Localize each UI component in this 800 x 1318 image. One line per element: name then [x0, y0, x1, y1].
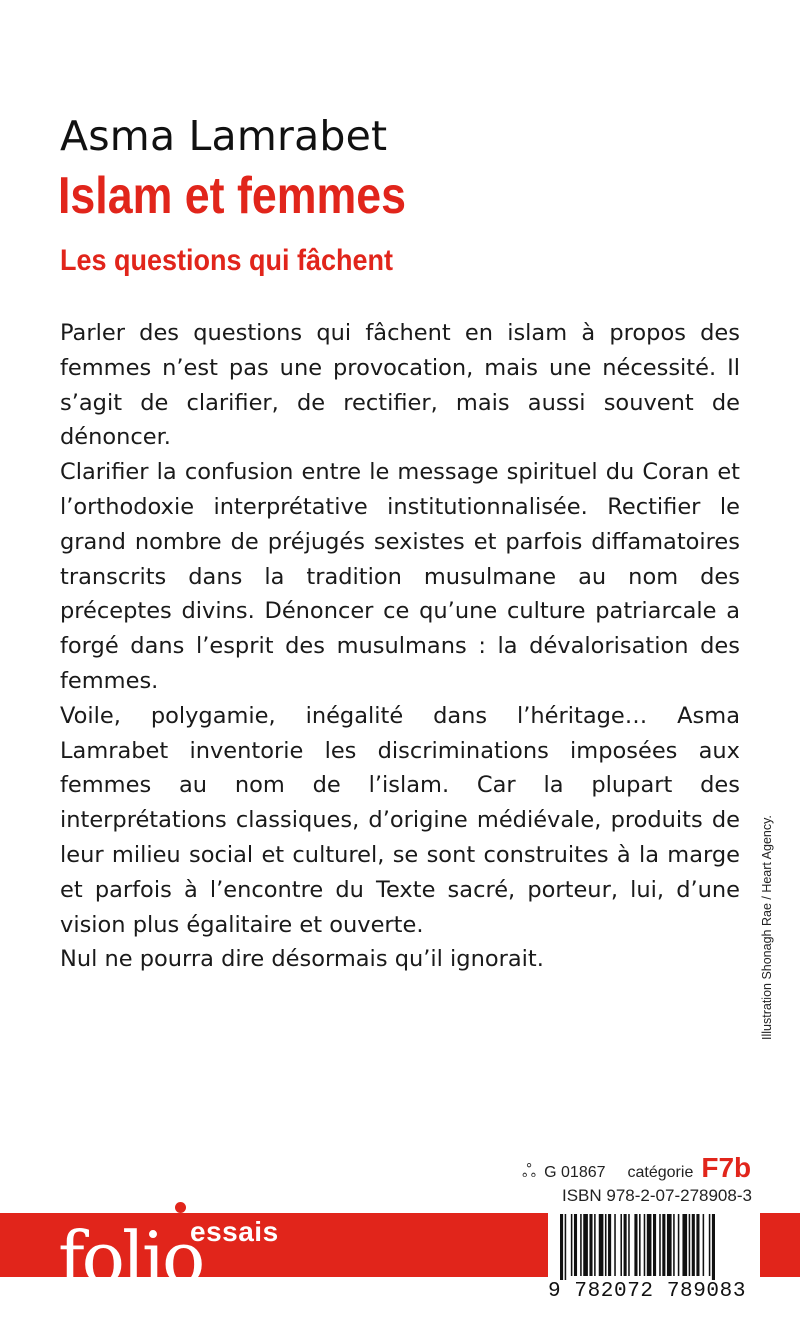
- barcode-bar: [580, 1214, 582, 1276]
- barcode-bar: [709, 1214, 711, 1276]
- barcode-bar: [624, 1214, 627, 1276]
- catalog-code: G 01867: [544, 1164, 606, 1181]
- barcode-bar: [634, 1214, 637, 1276]
- barcode-bar: [599, 1214, 604, 1276]
- barcode-bar: [659, 1214, 661, 1276]
- barcode-bar: [571, 1214, 573, 1276]
- illustration-credit: Illustration Shonagh Rae / Heart Agency.: [760, 815, 774, 1040]
- blurb-paragraph: Voile, polygamie, inégalité dans l’héritage… Asma Lamrabet inventorie les discriminations imposées aux femmes au nom de l’islam. Car la plupart des interprétations classiques, d’origine médiévale, produits de leur milieu social et culturel, se sont construites à la marge et parfois à l’encontre du Texte sacré, porteur, lui, d’une vision plus égalitaire et ouverte.: [60, 702, 740, 938]
- barcode-bar: [644, 1214, 646, 1276]
- barcode-bar: [682, 1214, 687, 1276]
- barcode-bar: [653, 1214, 656, 1276]
- barcode-bar: [703, 1214, 705, 1276]
- blurb-paragraph: Clarifier la confusion entre le message spirituel du Coran et l’orthodoxie interprétative institutionnalisée. Rectifier le grand nombre de préjugés sexistes et parfois diffamatoires transcrits dans la tradition musulmane au nom des préceptes divins. Dénoncer ce qu’une culture patriarcale a forgé dans l’esprit des musulmans : la dévalorisation des femmes.: [60, 459, 740, 694]
- book-title: Islam et femmes: [58, 167, 407, 225]
- blurb-text: [60, 316, 740, 977]
- barcode-bar: [608, 1214, 611, 1276]
- barcode: [548, 1208, 760, 1318]
- author-name: Asma Lamrabet: [60, 112, 388, 160]
- barcode-bar: [692, 1214, 695, 1276]
- barcode-bar: [614, 1214, 616, 1276]
- barcode-bar: [678, 1214, 680, 1276]
- blurb-paragraph: Parler des questions qui fâchent en islam à propos des femmes n’est pas une provocation, mais une nécessité. Il s’agit de clarifier, de rectifier, mais aussi souvent de dénoncer.: [60, 320, 740, 451]
- barcode-bar: [605, 1214, 607, 1276]
- barcode-bar: [667, 1214, 672, 1276]
- ornament-icon: ஃ: [522, 1161, 537, 1181]
- barcode-digits: 9 782072 789083: [548, 1280, 747, 1303]
- logo-folio-word: folio: [58, 1216, 203, 1300]
- barcode-bar: [639, 1214, 641, 1276]
- barcode-bar: [662, 1214, 665, 1276]
- barcode-bar: [565, 1214, 567, 1280]
- barcode-bar: [712, 1214, 715, 1280]
- barcode-bars: [548, 1208, 760, 1280]
- barcode-bar: [696, 1214, 699, 1276]
- catalog-info: [522, 1152, 751, 1184]
- barcode-bar: [594, 1214, 596, 1276]
- category-label: catégorie: [627, 1164, 694, 1181]
- category-code: F7b: [701, 1152, 752, 1183]
- barcode-bar: [574, 1214, 577, 1276]
- folio-essais-logo: [58, 1196, 318, 1306]
- barcode-bar: [689, 1214, 691, 1276]
- logo-essais-word: essais: [190, 1216, 279, 1247]
- barcode-bar: [628, 1214, 630, 1276]
- isbn-text: ISBN 978-2-07-278908-3: [562, 1186, 752, 1205]
- blurb-paragraph: Nul ne pourra dire désormais qu’il ignorait.: [60, 946, 544, 973]
- barcode-bar: [583, 1214, 588, 1276]
- book-subtitle: Les questions qui fâchent: [60, 244, 394, 277]
- logo-dot: [175, 1202, 186, 1213]
- barcode-bar: [560, 1214, 563, 1280]
- barcode-bar: [673, 1214, 675, 1276]
- barcode-bar: [589, 1214, 592, 1276]
- barcode-bar: [647, 1214, 652, 1276]
- barcode-bar: [620, 1214, 622, 1276]
